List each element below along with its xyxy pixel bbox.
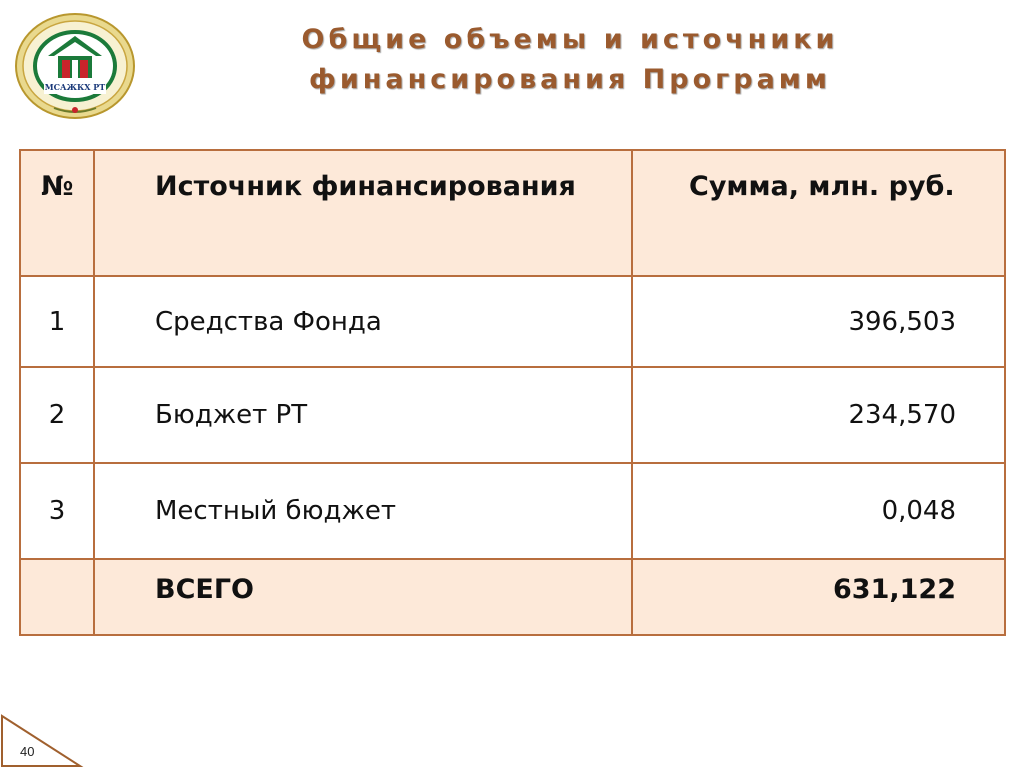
- funding-table: [19, 149, 1006, 636]
- slide-title-line-2: финансирования Программ: [309, 64, 831, 95]
- header-sum: Сумма, млн. руб.: [632, 150, 1005, 276]
- building-emblem-icon: [14, 12, 136, 120]
- slide-title-line-1: Общие объемы и источники: [301, 24, 839, 55]
- page-number: 40: [20, 744, 35, 759]
- header-source: Источник финансирования: [94, 150, 632, 276]
- row-source: Бюджет РТ: [94, 367, 632, 463]
- table-row: [20, 276, 1005, 367]
- table-row: [20, 463, 1005, 559]
- table-header-row: [20, 150, 1005, 276]
- header-number: №: [20, 150, 94, 276]
- table-row: [20, 367, 1005, 463]
- slide-title: [240, 20, 900, 100]
- row-number: 2: [20, 367, 94, 463]
- row-sum: 234,570: [632, 367, 1005, 463]
- total-sum: 631,122: [632, 559, 1005, 635]
- total-label: ВСЕГО: [94, 559, 632, 635]
- row-source: Средства Фонда: [94, 276, 632, 367]
- row-sum: 0,048: [632, 463, 1005, 559]
- page-corner-triangle-icon: [0, 712, 84, 768]
- row-number: 3: [20, 463, 94, 559]
- row-sum: 396,503: [632, 276, 1005, 367]
- logo-text: МСАЖКХ РТ: [44, 82, 106, 92]
- row-number: 1: [20, 276, 94, 367]
- total-number-cell: [20, 559, 94, 635]
- table-total-row: [20, 559, 1005, 635]
- row-source: Местный бюджет: [94, 463, 632, 559]
